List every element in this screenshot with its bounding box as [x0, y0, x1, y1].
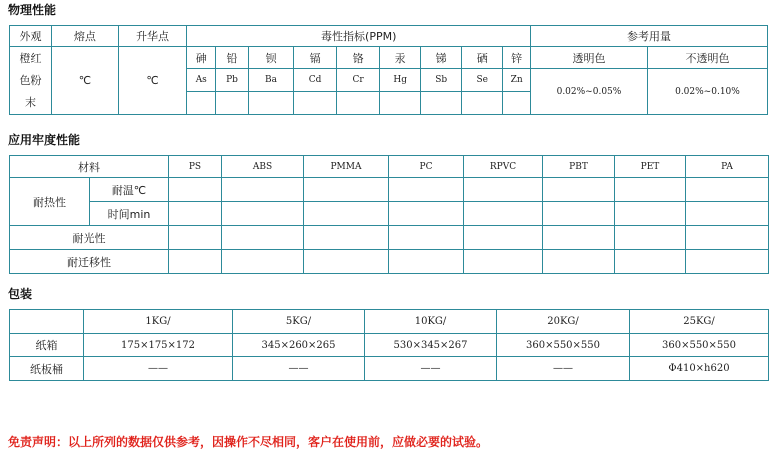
- header-toxicity: 毒性指标(PPM): [187, 26, 531, 47]
- cell: [304, 226, 389, 250]
- toxicity-value-hg: [380, 92, 421, 115]
- cell: [464, 178, 543, 202]
- heat-time-label: 时间min: [90, 202, 169, 226]
- cell: [543, 202, 615, 226]
- cell: [615, 226, 686, 250]
- heat-resistance-label: 耐热性: [10, 178, 90, 226]
- package-size: 1KG/: [84, 310, 233, 334]
- sublimation-value: ℃: [118, 47, 187, 115]
- appearance-value: [10, 47, 52, 115]
- cell: [464, 226, 543, 250]
- drum-dimension: ——: [84, 357, 233, 381]
- package-size: 5KG/: [233, 310, 365, 334]
- dosage-transparent-label: 透明色: [531, 47, 648, 69]
- toxicity-value-pb: [216, 92, 249, 115]
- material-rpvc: RPVC: [464, 156, 543, 178]
- material-label: 材料: [10, 156, 169, 178]
- melting-value: ℃: [52, 47, 119, 115]
- element-name: 铬: [337, 47, 380, 69]
- packaging-table: [9, 309, 769, 381]
- heat-temp-label: 耐温℃: [90, 178, 169, 202]
- material-pa: PA: [686, 156, 769, 178]
- migration-resistance-label: 耐迁移性: [10, 250, 169, 274]
- drum-dimension: Φ410×h620: [630, 357, 769, 381]
- element-name: 汞: [380, 47, 421, 69]
- cell: [686, 250, 769, 274]
- cell: [169, 250, 222, 274]
- cell: [222, 250, 304, 274]
- element-symbol: Zn: [503, 69, 531, 92]
- material-ps: PS: [169, 156, 222, 178]
- cell: [304, 250, 389, 274]
- cell: [169, 178, 222, 202]
- carton-dimension: 530×345×267: [365, 334, 497, 357]
- toxicity-value-zn: [503, 92, 531, 115]
- appearance-text: 橙红色粉末: [19, 51, 42, 109]
- material-pet: PET: [615, 156, 686, 178]
- element-symbol: Pb: [216, 69, 249, 92]
- cell: [543, 178, 615, 202]
- carton-dimension: 360×550×550: [497, 334, 630, 357]
- cell: [389, 202, 464, 226]
- carton-dimension: 175×175×172: [84, 334, 233, 357]
- cell: [222, 178, 304, 202]
- cell: [686, 226, 769, 250]
- toxicity-value-se: [462, 92, 503, 115]
- light-fastness-label: 耐光性: [10, 226, 169, 250]
- element-symbol: Cd: [294, 69, 337, 92]
- cell: [686, 178, 769, 202]
- cell: [686, 202, 769, 226]
- dosage-opaque-value: 0.02%~0.10%: [647, 69, 767, 115]
- element-symbol: Hg: [380, 69, 421, 92]
- header-appearance: 外观: [10, 26, 52, 47]
- packaging-section-title: 包装: [8, 287, 33, 301]
- application-section-title: 应用牢度性能: [8, 133, 81, 147]
- package-size: 20KG/: [497, 310, 630, 334]
- element-name: 锌: [503, 47, 531, 69]
- element-name: 硒: [462, 47, 503, 69]
- physical-table: [9, 25, 768, 115]
- cell: [389, 178, 464, 202]
- material-pc: PC: [389, 156, 464, 178]
- cell: [543, 226, 615, 250]
- cell: [222, 226, 304, 250]
- element-name: 钡: [248, 47, 293, 69]
- element-name: 铅: [216, 47, 249, 69]
- drum-label: 纸板桶: [10, 357, 84, 381]
- element-name: 镉: [294, 47, 337, 69]
- material-pmma: PMMA: [304, 156, 389, 178]
- carton-dimension: 360×550×550: [630, 334, 769, 357]
- element-name: 锑: [421, 47, 462, 69]
- cell: [615, 250, 686, 274]
- element-symbol: Ba: [248, 69, 293, 92]
- cell: [543, 250, 615, 274]
- toxicity-value-as: [187, 92, 216, 115]
- drum-dimension: ——: [497, 357, 630, 381]
- cell: [169, 226, 222, 250]
- toxicity-value-ba: [248, 92, 293, 115]
- cell: [304, 178, 389, 202]
- element-symbol: Se: [462, 69, 503, 92]
- toxicity-value-sb: [421, 92, 462, 115]
- dosage-opaque-label: 不透明色: [647, 47, 767, 69]
- carton-dimension: 345×260×265: [233, 334, 365, 357]
- physical-section-title: 物理性能: [8, 3, 57, 17]
- element-symbol: Sb: [421, 69, 462, 92]
- header-melting-point: 熔点: [52, 26, 119, 47]
- cell: [389, 250, 464, 274]
- packaging-corner-cell: [10, 310, 84, 334]
- cell: [615, 178, 686, 202]
- cell: [464, 202, 543, 226]
- cell: [615, 202, 686, 226]
- cell: [222, 202, 304, 226]
- element-symbol: As: [187, 69, 216, 92]
- toxicity-value-cd: [294, 92, 337, 115]
- element-name: 砷: [187, 47, 216, 69]
- element-symbol: Cr: [337, 69, 380, 92]
- toxicity-value-cr: [337, 92, 380, 115]
- material-pbt: PBT: [543, 156, 615, 178]
- drum-dimension: ——: [365, 357, 497, 381]
- disclaimer-text: 免责声明：以上所列的数据仅供参考，因操作不尽相同，客户在使用前，应做必要的试验。: [8, 435, 489, 449]
- package-size: 10KG/: [365, 310, 497, 334]
- application-table: [9, 155, 769, 274]
- package-size: 25KG/: [630, 310, 769, 334]
- drum-dimension: ——: [233, 357, 365, 381]
- header-dosage: 参考用量: [531, 26, 768, 47]
- cell: [389, 226, 464, 250]
- cell: [169, 202, 222, 226]
- material-abs: ABS: [222, 156, 304, 178]
- cell: [304, 202, 389, 226]
- carton-label: 纸箱: [10, 334, 84, 357]
- dosage-transparent-value: 0.02%~0.05%: [531, 69, 648, 115]
- header-sublimation-point: 升华点: [118, 26, 187, 47]
- cell: [464, 250, 543, 274]
